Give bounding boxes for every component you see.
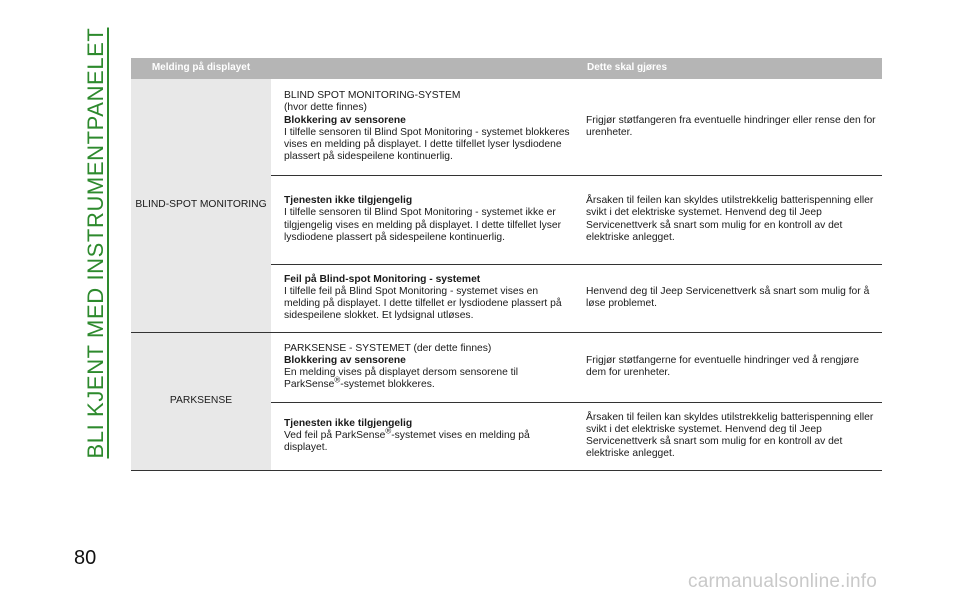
side-section-title [82, 27, 110, 458]
message-heading: Blokkering av sensorene [284, 354, 406, 366]
message-cell [271, 175, 577, 264]
message-description: En melding vises på displayet dersom sensorene til ParkSense [284, 367, 519, 391]
header-action: Dette skal gjøres [577, 58, 882, 79]
action-cell: Frigjør støtfangerne for eventuelle hindringer ved å rengjøre dem for urenheter. [577, 332, 882, 402]
message-cell [271, 402, 577, 470]
registered-mark: ® [385, 426, 392, 436]
message-cell [271, 264, 577, 332]
watermark: carmanualsonline.info [688, 571, 878, 592]
table-header-row [131, 58, 882, 79]
message-description-tail: -systemet blokkeres. [340, 379, 435, 391]
display-messages-table [131, 58, 882, 471]
message-description-tail: -systemet vises en melding på displayet. [284, 429, 530, 454]
message-system-title: PARKSENSE - SYSTEMET (der dette finnes) [284, 342, 492, 354]
message-system-note: (hvor dette finnes) [284, 102, 367, 114]
side-section-title-text: BLI KJENT MED INSTRUMENTPANELET [83, 27, 108, 458]
action-cell: Henvend deg til Jeep Servicenettverk så snart som mulig for å løse problemet. [577, 264, 882, 332]
message-description: I tilfelle feil på Blind Spot Monitoring - systemet vises en melding på displayet. I dette tilfellet er lysdiodene plassert på sidespeilene slokket. Et lydsignal utløses. [284, 285, 562, 322]
action-cell: Årsaken til feilen kan skyldes utilstrekkelig batterispenning eller svikt i det elektriske systemet. Henvend deg til Jeep Servicenettverk så snart som mulig for en kontroll av det elektriske anlegget. [577, 402, 882, 470]
action-cell: Årsaken til feilen kan skyldes utilstrekkelig batterispenning eller svikt i det elektriske systemet. Henvend deg til Jeep Servicenettverk så snart som mulig for en kontroll av det elektriske anlegget. [577, 175, 882, 264]
message-heading: Blokkering av sensorene [284, 114, 406, 126]
action-cell: Frigjør støtfangeren fra eventuelle hindringer eller rense den for urenheter. [577, 79, 882, 175]
message-heading: Tjenesten ikke tilgjengelig [284, 417, 413, 429]
message-description: I tilfelle sensoren til Blind Spot Monitoring - systemet blokkeres vises en melding på displayet. I dette tilfellet lyser lysdiodene plassert på sidespeilene kontinuerlig. [284, 126, 570, 163]
message-system-title: BLIND SPOT MONITORING-SYSTEM [284, 90, 461, 102]
message-heading: Tjenesten ikke tilgjengelig [284, 195, 413, 207]
message-heading: Feil på Blind-spot Monitoring - systemet [284, 273, 481, 285]
group-label-blind-spot: BLIND-SPOT MONITORING [131, 79, 271, 332]
table-row [131, 79, 882, 175]
message-cell [271, 332, 577, 402]
header-blank [271, 58, 577, 79]
message-description: Ved feil på ParkSense [284, 429, 386, 441]
group-label-parksense: PARKSENSE [131, 332, 271, 470]
page-number: 80 [74, 547, 97, 569]
registered-mark: ® [334, 375, 341, 385]
table-row [131, 332, 882, 402]
message-description: I tilfelle sensoren til Blind Spot Monitoring - systemet ikke er tilgjengelig vises en melding på displayet. I dette tilfellet lyser lysdiodene plassert på sidespeilene kontinuerlig. [284, 207, 562, 243]
header-message: Melding på displayet [131, 58, 271, 79]
message-cell [271, 79, 577, 175]
